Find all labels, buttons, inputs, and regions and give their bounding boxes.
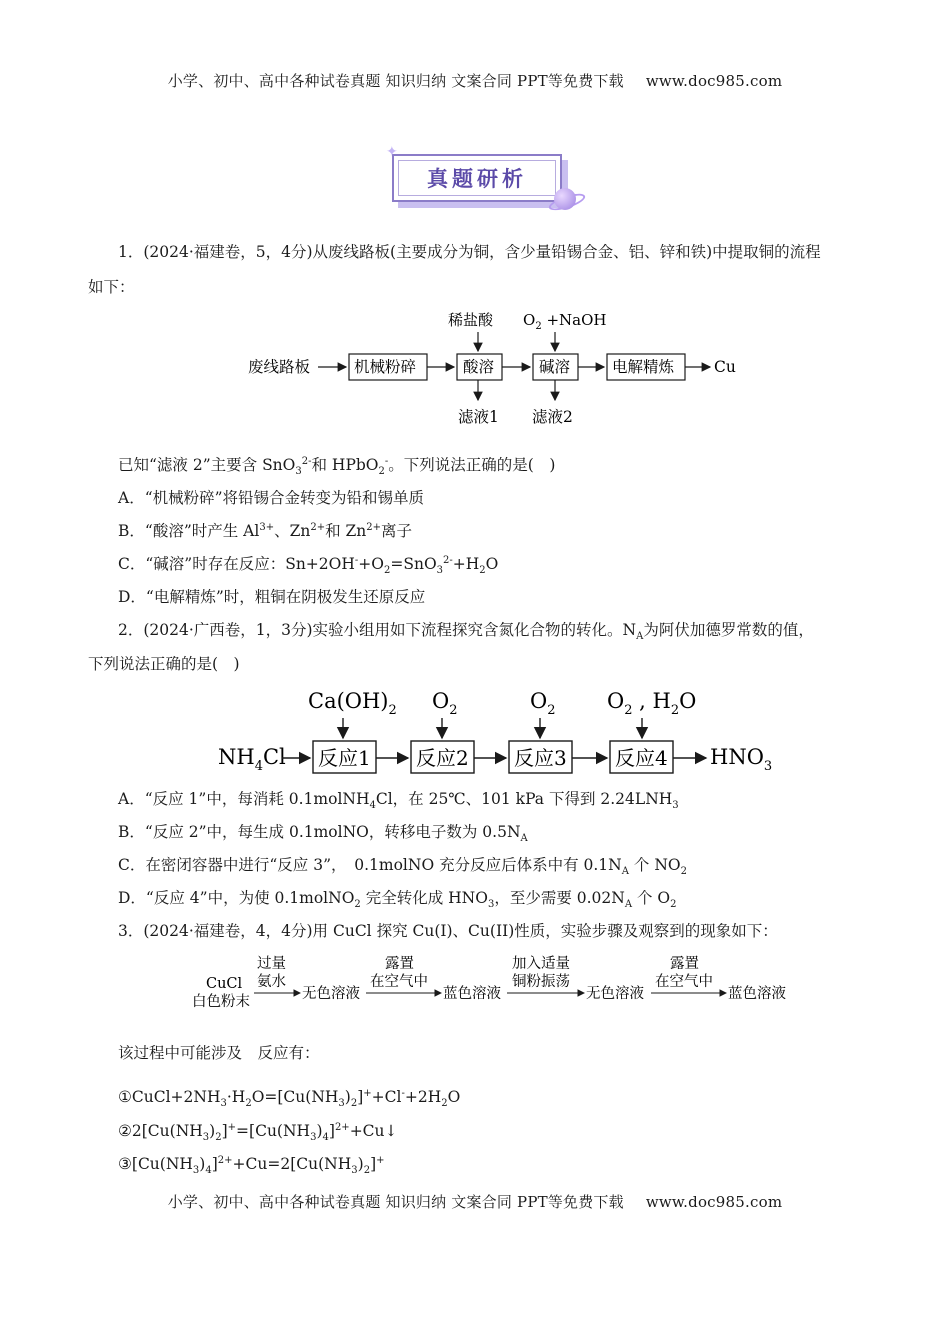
- q1-option-d[interactable]: D．“电解精炼”时，粗铜在阴极发生还原反应: [118, 588, 426, 606]
- q3-reaction-3: $③[Cu(NH_3)_4]^{2+}+Cu=2[Cu(NH_3)_2]^+$: [118, 1154, 385, 1177]
- q3-intro: 该过程中可能涉及 反应有：: [118, 1044, 320, 1062]
- q3-reaction-1: $①CuCl+2NH_3\cdot H_2O=[Cu(NH_3)_2]^++Cl^-+2H_2O$: [118, 1087, 461, 1110]
- q2-in1: $Ca(OH)_2$: [308, 689, 397, 718]
- q1-end: Cu: [714, 358, 736, 376]
- q3-a1-bot: 氨水: [257, 974, 286, 990]
- q1-box2-label: 酸溶: [463, 358, 495, 376]
- q3-s1: 无色溶液: [302, 986, 360, 1002]
- page-footer: [0, 1191, 950, 1212]
- q3-a3-top: 加入适量: [512, 956, 570, 972]
- q1-in-hcl: 稀盐酸: [448, 311, 494, 329]
- q3-reaction-2: $②2[Cu(NH_3)_2]^+=[Cu(NH_3)_4]^{2+}+Cu↓$: [118, 1121, 398, 1144]
- q2-option-c[interactable]: C．在密闭容器中进行“反应 3”， 0.1molNO 充分反应后体系中有 $0.1N_A$ 个 $NO_2$: [118, 856, 687, 878]
- q2-option-b[interactable]: B．“反应 2”中，每生成 0.1molNO，转移电子数为 $0.5N_A$: [118, 823, 528, 845]
- q3-a2-top: 露置: [385, 956, 414, 972]
- section-title-badge: [384, 144, 584, 212]
- q3-a2-bot: 在空气中: [370, 974, 428, 990]
- q2-stem-line2: 下列说法正确的是( ): [88, 655, 240, 673]
- footer-site: www.doc985.com: [645, 1193, 783, 1211]
- q1-stem-line2: 如下：: [88, 278, 135, 296]
- header-text: 小学、初中、高中各种试卷真题 知识归纳 文案合同 PPT等免费下载: [167, 72, 624, 90]
- q3-s3: 无色溶液: [586, 986, 644, 1002]
- q2-in4: $O_2$ , $H_2O$: [607, 689, 697, 718]
- planet-icon: [554, 188, 576, 210]
- q1-start: 废线路板: [248, 358, 311, 376]
- q1-option-c[interactable]: C．“碱溶”时存在反应：$Sn+2OH^-+O_2=SnO_3^{2-}+H_2O$: [118, 554, 499, 577]
- q2-in2: $O_2$: [432, 689, 458, 718]
- q2-in3: $O_2$: [530, 689, 556, 718]
- q3-s2: 蓝色溶液: [443, 986, 501, 1002]
- q2-start: $NH_4Cl$: [218, 745, 286, 774]
- q1-out1: 滤液1: [458, 408, 499, 426]
- q3-flow-diagram: [190, 950, 800, 1016]
- q2-flow-diagram: [210, 682, 790, 782]
- q1-box4-label: 电解精炼: [612, 358, 675, 376]
- q1-box1-label: 机械粉碎: [354, 358, 417, 376]
- q2-box2-label: 反应2: [416, 746, 469, 770]
- q3-a1-top: 过量: [257, 956, 286, 972]
- q3-a4-bot: 在空气中: [655, 974, 713, 990]
- q3-a3-bot: 铜粉振荡: [512, 974, 570, 990]
- sparkle-icon: ✦: [386, 144, 398, 160]
- title-box: [392, 154, 562, 202]
- q1-option-b[interactable]: B．“酸溶”时产生 $Al^{3+}$、$Zn^{2+}$和 $Zn^{2+}$离子: [118, 521, 413, 540]
- q1-box3-label: 碱溶: [539, 358, 571, 376]
- header-site: www.doc985.com: [645, 72, 783, 90]
- q2-stem-line1: 2．(2024·广西卷，1，3分)实验小组用如下流程探究含氮化合物的转化。$N_A$为阿伏加德罗常数的值，: [118, 621, 814, 643]
- q3-start1: CuCl: [206, 976, 243, 992]
- section-title: 真题研析: [398, 160, 556, 196]
- q2-box3-label: 反应3: [514, 746, 567, 770]
- q2-box4-label: 反应4: [615, 746, 668, 770]
- q3-start2: 白色粉末: [192, 994, 250, 1010]
- q3-stem: 3．(2024·福建卷，4，4分)用 CuCl 探究 Cu(I)、Cu(II)性质，实验步骤及观察到的现象如下：: [118, 922, 778, 940]
- q1-out2: 滤液2: [532, 408, 573, 426]
- q1-option-a[interactable]: A．“机械粉碎”将铅锡合金转变为铅和锡单质: [118, 489, 425, 507]
- q3-s4: 蓝色溶液: [728, 986, 786, 1002]
- q1-in-o2naoh: $O_2$ +NaOH: [523, 311, 607, 332]
- page-header: [0, 70, 950, 91]
- q2-option-a[interactable]: A．“反应 1”中，每消耗 0.1molNH$_4$Cl，在 25℃、101 kPa 下得到 $2.24LNH_3$: [118, 790, 679, 812]
- q1-known: 已知“滤液 2”主要含 SnO$_3^{2-}$和 HPbO$_2$-。下列说法正确的是( ): [118, 455, 556, 478]
- footer-text: 小学、初中、高中各种试卷真题 知识归纳 文案合同 PPT等免费下载: [167, 1193, 624, 1211]
- q1-flow-diagram: [240, 305, 760, 430]
- q3-a4-top: 露置: [670, 956, 699, 972]
- q2-box1-label: 反应1: [318, 746, 371, 770]
- q2-option-d[interactable]: D．“反应 4”中，为使 0.1molNO$_2$ 完全转化成 $HNO_3$，至少需要 $0.02N_A$ 个 $O_2$: [118, 889, 677, 911]
- q2-end: $HNO_3$: [710, 745, 773, 774]
- q1-stem-line1: 1．(2024·福建卷，5，4分)从废线路板(主要成分为铜，含少量铅锡合金、铝、锌和铁)中提取铜的流程: [118, 243, 821, 261]
